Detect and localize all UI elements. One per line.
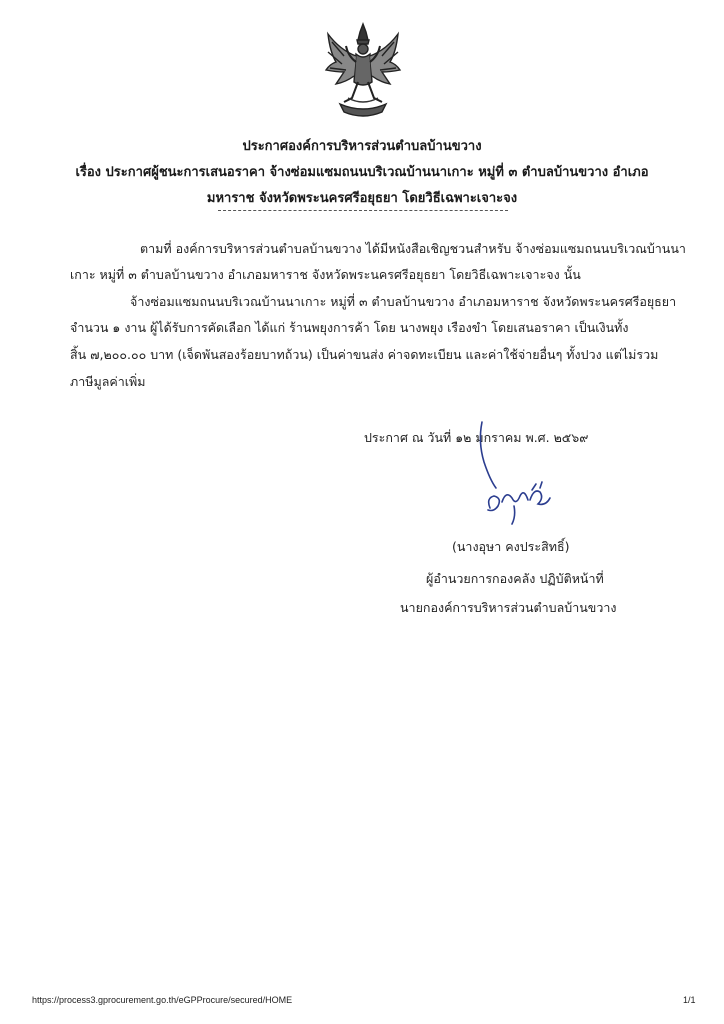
para2-line4: ภาษีมูลค่าเพิ่ม (70, 374, 146, 389)
para1-line2: เกาะ หมู่ที่ ๓ ตำบลบ้านขวาง อำเภอมหาราช จังหวัดพระนครศรีอยุธยา โดยวิธีเฉพาะเจาะจง นั้น (70, 267, 581, 282)
para2-line2: จำนวน ๑ งาน ผู้ได้รับการคัดเลือก ได้แก่ ร้านพยุงการค้า โดย นางพยุง เรืองขำ โดยเสนอราคา เป็นเงินทั้ง (70, 320, 629, 335)
subject-line-2: มหาราช จังหวัดพระนครศรีอยุธยา โดยวิธีเฉพาะเจาะจง (206, 191, 518, 206)
signatory-name: (นางอุษา คงประสิทธิ์) (452, 539, 570, 554)
para1-line1: ตามที่ องค์การบริหารส่วนตำบลบ้านขวาง ได้มีหนังสือเชิญชวนสำหรับ จ้างซ่อมแซมถนนบริเวณบ้านนา (140, 241, 686, 256)
para2-line3: สิ้น ๗,๒๐๐.๐๐ บาท (เจ็ดพันสองร้อยบาทถ้วน) เป็นค่าขนส่ง ค่าจดทะเบียน และค่าใช้จ่ายอื่นๆ ทั้งปวง แต่ไม่รวม (70, 347, 659, 362)
divider-line (218, 210, 508, 211)
announce-date: ประกาศ ณ วันที่ ๑๒ มกราคม พ.ศ. ๒๕๖๙ (364, 430, 589, 445)
footer-page-number: 1/1 (683, 995, 696, 1005)
org-title: ประกาศองค์การบริหารส่วนตำบลบ้านขวาง (242, 139, 482, 154)
footer-url: https://process3.gprocurement.go.th/eGPProcure/secured/HOME (32, 995, 293, 1005)
garuda-emblem-icon (322, 22, 404, 120)
para2-line1: จ้างซ่อมแซมถนนบริเวณบ้านนาเกาะ หมู่ที่ ๓ ตำบลบ้านขวาง อำเภอมหาราช จังหวัดพระนครศรีอยุธยา (130, 294, 677, 309)
handwritten-signature (476, 418, 556, 528)
signatory-title-1: ผู้อำนวยการกองคลัง ปฏิบัติหน้าที่ (426, 571, 604, 586)
signatory-title-2: นายกองค์การบริหารส่วนตำบลบ้านขวาง (400, 600, 617, 615)
subject-line-1: เรื่อง ประกาศผู้ชนะการเสนอราคา จ้างซ่อมแซมถนนบริเวณบ้านนาเกาะ หมู่ที่ ๓ ตำบลบ้านขวาง อำเภอ (75, 165, 649, 180)
